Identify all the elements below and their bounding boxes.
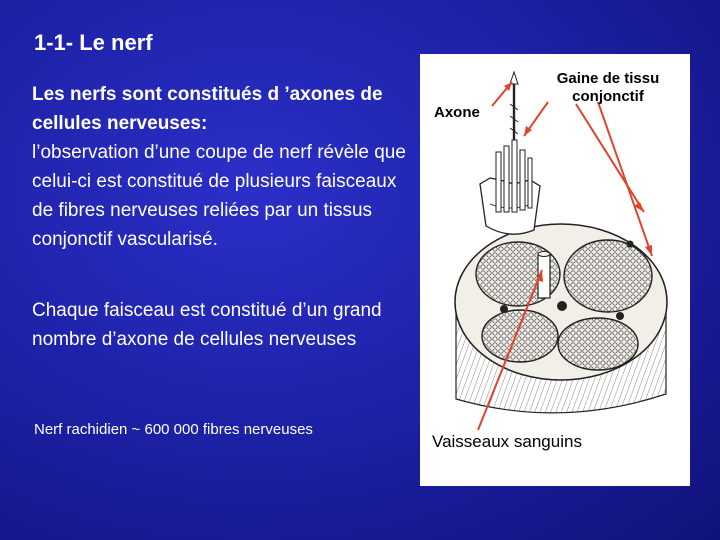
nerve-illustration (420, 54, 690, 486)
fascicle-paragraph: Chaque faisceau est constitué d’un grand nombre d’axone de cellules nerveuses (32, 300, 382, 350)
fascicle-4 (558, 318, 638, 370)
intro-bold-text: Les nerfs sont constitués d ’axones de cellules nerveuses: (32, 84, 383, 134)
blood-vessels-label: Vaisseaux sanguins (432, 432, 582, 451)
axon-label: Axone (434, 104, 480, 121)
fascicle-2 (564, 240, 652, 312)
connective-sheath-label: Gaine de tissu conjonctif (556, 70, 660, 105)
slide-title: 1-1- Le nerf (34, 30, 153, 55)
intro-body-text: l’observation d’une coupe de nerf révèle que celui-ci est constitué de plusieurs faisceaux de fibres nerveuses reliées par un tissus conjonctif vascularisé. (32, 142, 406, 250)
extracted-fascicle (480, 72, 540, 234)
fiber-count-note: Nerf rachidien ~ 600 000 fibres nerveuses (34, 421, 313, 438)
fascicle-3 (482, 310, 558, 362)
intro-paragraph (32, 80, 412, 254)
